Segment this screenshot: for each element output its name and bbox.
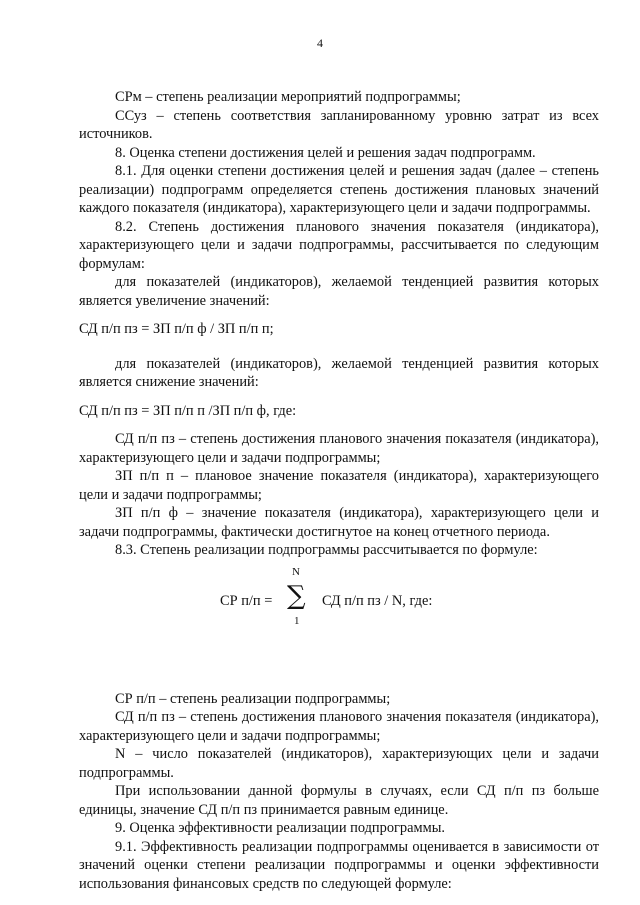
definition: СД п/п пз – степень достижения планового значения показателя (индикатора), характеризующего цели и задачи подпрограммы; [79,709,599,744]
definition: ЗП п/п п – плановое значение показателя (индикатора), характеризующего цели и задачи подпрограммы; [79,468,599,503]
section-heading: 9. Оценка эффективности реализации подпрограммы. [115,820,445,836]
definition: СР п/п – степень реализации подпрограммы; [115,690,391,707]
paragraph: 9.1. Эффективность реализации подпрограммы оценивается в зависимости от значений оценки степени реализации подпрограммы и оценки эффективности использования финансовых средств по следующей формуле: [79,838,599,892]
formula-sum-lhs: СР п/п = [220,592,273,609]
formula-sum-rhs: СД п/п пз / N, где: [322,592,433,609]
paragraph: 8.2. Степень достижения планового значения показателя (индикатора), характеризующего цели и задачи подпрограммы, рассчитывается по следующим формулам: [79,218,599,272]
paragraph: для показателей (индикаторов), желаемой тенденцией развития которых является увеличение значений: [79,274,599,309]
page-number: 4 [317,36,323,50]
paragraph: ССуз – степень соответствия запланированному уровню затрат из всех источников. [79,107,599,142]
paragraph: 8.3. Степень реализации подпрограммы рассчитывается по формуле: [115,542,538,558]
paragraph: СРм – степень реализации мероприятий подпрограммы; [115,89,461,105]
sum-lower-limit: 1 [294,614,300,627]
paragraph: При использовании данной формулы в случаях, если СД п/п пз больше единицы, значение СД п/п пз принимается равным единице. [79,783,599,818]
sum-upper-limit: N [292,565,300,578]
definition: N – число показателей (индикаторов), характеризующих цели и задачи подпрограммы. [79,746,599,781]
formula-sum [79,565,599,650]
definition: ЗП п/п ф – значение показателя (индикатора), характеризующего цели и задачи подпрограммы, фактически достигнутое на конец отчетного периода. [79,505,599,540]
document-body [79,88,599,893]
formula-decrease: СД п/п пз = ЗП п/п п /ЗП п/п ф, где: [79,402,297,419]
paragraph: 8.1. Для оценки степени достижения целей и решения задач (далее – степень реализации) подпрограмм определяется степень достижения плановых значений каждого показателя (индикатора), характеризующего цели и задачи подпрограммы. [79,163,599,216]
paragraph: для показателей (индикаторов), желаемой тенденцией развития которых является снижение значений: [79,355,599,390]
formula-increase: СД п/п пз = ЗП п/п ф / ЗП п/п п; [79,321,274,337]
section-heading: 8. Оценка степени достижения целей и решения задач подпрограмм. [115,144,536,161]
definition: СД п/п пз – степень достижения планового значения показателя (индикатора), характеризующего цели и задачи подпрограммы; [79,431,599,466]
sum-sigma-symbol: ∑ [287,580,306,611]
